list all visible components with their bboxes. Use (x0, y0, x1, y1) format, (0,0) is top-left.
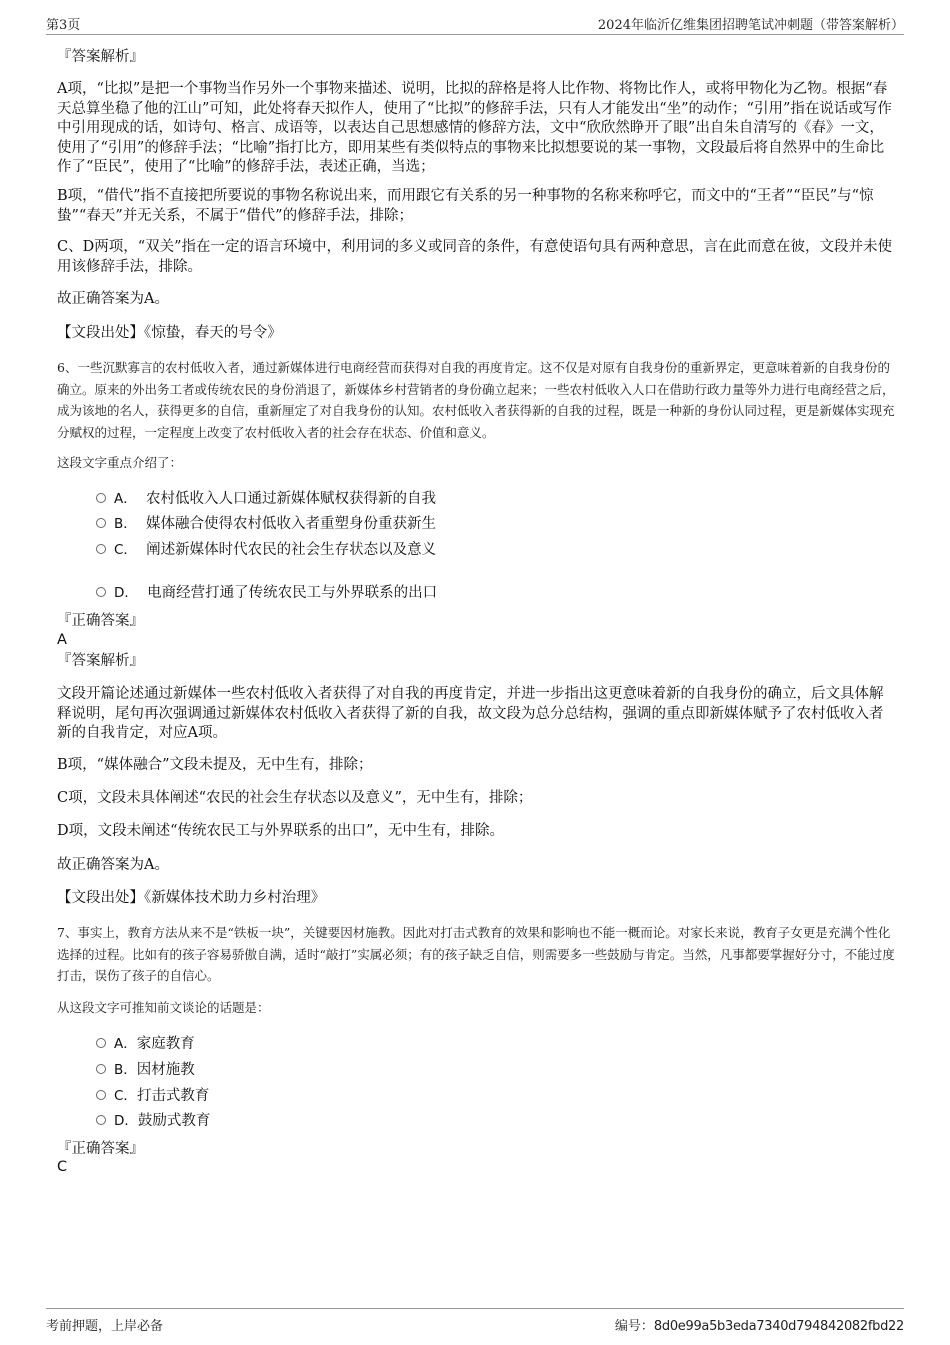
footer-slogan: 考前押题，上岸必备 (46, 1319, 164, 1334)
page-footer (46, 1308, 904, 1333)
q7-option-a[interactable]: A．家庭教育 (96, 1034, 195, 1054)
q5-source: 【文段出处】《惊蛰，春天的号令》 (57, 325, 282, 341)
q6-option-c[interactable]: C． 阐述新媒体时代农民的社会生存状态以及意义 (96, 540, 436, 560)
q6-conclusion: 故正确答案为A。 (57, 857, 169, 873)
radio-icon[interactable] (96, 1090, 106, 1100)
q6-analysis-c: C项，文段未具体阐述“农民的社会生存状态以及意义”，无中生有，排除； (57, 790, 533, 806)
q6-stem: 6、一些沉默寡言的农村低收入者，通过新媒体进行电商经营而获得对自我的再度肯定。这不仅是对原有自我身份的重新界定，更意味着新的自我身份的确立。原来的外出务工者或传统农民的身份消退了，新媒体乡村营销者的身份确立起来；一些农村低收入人口在借助行政力量等外力进行电商经营之后，成为该地的名人，获得更多的自信，重新厘定了对自我身份的认知。农村低收入者获得新的自我的过程，既是一种新的身份认同过程，更是新媒体实现充分赋权的过程，一定程度上改变了农村低收入者的社会存在状态、价值和意义。 (57, 360, 895, 440)
radio-icon[interactable] (96, 1115, 106, 1125)
q6-option-a[interactable]: A． 农村低收入人口通过新媒体赋权获得新的自我 (96, 489, 436, 509)
q6-source: 【文段出处】《新媒体技术助力乡村治理》 (57, 890, 326, 906)
q6-question: 这段文字重点介绍了： (57, 455, 183, 470)
q6-answer-tag: 『正确答案』 (57, 613, 144, 629)
radio-icon[interactable] (96, 587, 106, 597)
q7-option-c[interactable]: C．打击式教育 (96, 1086, 209, 1106)
document-title: 2024年临沂亿维集团招聘笔试冲刺题（带答案解析） (597, 18, 904, 33)
radio-icon[interactable] (96, 1064, 106, 1074)
q6-option-b[interactable]: B． 媒体融合使得农村低收入者重塑身份重获新生 (96, 514, 436, 534)
q7-stem: 7、事实上，教育方法从来不是“铁板一块”，关键要因材施教。因此对打击式教育的效果和影响也不能一概而论。对家长来说，教育子女更是充满个性化选择的过程。比如有的孩子容易骄傲自满，适时“敲打”实属必须；有的孩子缺乏自信，则需要多一些鼓励与肯定。当然，凡事都要掌握好分寸，不能过度打击，误伤了孩子的自信心。 (57, 925, 895, 983)
q5-analysis-tag: 『答案解析』 (57, 49, 144, 65)
q6-analysis-d: D项，文段未阐述“传统农民工与外界联系的出口”，无中生有，排除。 (57, 823, 504, 839)
document-code: 编号：8d0e99a5b3eda7340d794842082fbd22 (614, 1319, 904, 1334)
page-number: 第3页 (46, 18, 81, 33)
q6-analysis-main: 文段开篇论述通过新媒体一些农村低收入者获得了对自我的再度肯定，并进一步指出这更意味着新的自我身份的确立，后文具体解释说明，尾句再次强调通过新媒体农村低收入者获得了新的自我，故文段为总分总结构，强调的重点即新媒体赋予了农村低收入者新的自我肯定，对应A项。 (57, 686, 884, 741)
q5-analysis-cd: C、D两项，“双关”指在一定的语言环境中，利用词的多义或同音的条件，有意使语句具有两种意思，言在此而意在彼，文段并未使用该修辞手法，排除。 (57, 239, 893, 275)
radio-icon[interactable] (96, 518, 106, 528)
q7-option-d[interactable]: D．鼓励式教育 (96, 1111, 210, 1131)
q5-analysis-a: A项，“比拟”是把一个事物当作另外一个事物来描述、说明，比拟的辞格是将人比作物、将物比作人，或将甲物化为乙物。根据“春天总算坐稳了他的江山”可知，此处将春天拟作人，使用了“比拟”的修辞手法，只有人才能发出“坐”的动作；“引用”指在说话或写作中引用现成的话，如诗句、格言、成语等，以表达自己思想感情的修辞方法，文中“欣欣然睁开了眼”出自朱自清写的《春》一文，使用了“引用”的修辞手法；“比喻”指打比方，即用某些有类似特点的事物来比拟想要说的某一事物，文段最后将自然界中的生命比作了“臣民”，使用了“比喻”的修辞手法，表述正确，当选； (57, 81, 892, 175)
q7-question: 从这段文字可推知前文谈论的话题是： (57, 1000, 270, 1015)
radio-icon[interactable] (96, 1038, 106, 1048)
q6-option-d[interactable]: D． 电商经营打通了传统农民工与外界联系的出口 (96, 583, 437, 603)
q6-answer: A (57, 632, 67, 648)
q7-answer: C (57, 1159, 68, 1175)
q6-analysis-tag: 『答案解析』 (57, 653, 144, 669)
q5-conclusion: 故正确答案为A。 (57, 291, 169, 307)
q5-analysis-b: B项，“借代”指不直接把所要说的事物名称说出来，而用跟它有关系的另一种事物的名称来称呼它，而文中的“王者”“臣民”与“惊蛰”“春天”并无关系，不属于“借代”的修辞手法，排除； (57, 188, 874, 224)
q7-option-b[interactable]: B．因材施教 (96, 1060, 195, 1080)
q6-analysis-b: B项，“媒体融合”文段未提及，无中生有，排除； (57, 757, 373, 773)
radio-icon[interactable] (96, 544, 106, 554)
page-header (46, 12, 904, 35)
q7-answer-tag: 『正确答案』 (57, 1141, 144, 1157)
radio-icon[interactable] (96, 493, 106, 503)
